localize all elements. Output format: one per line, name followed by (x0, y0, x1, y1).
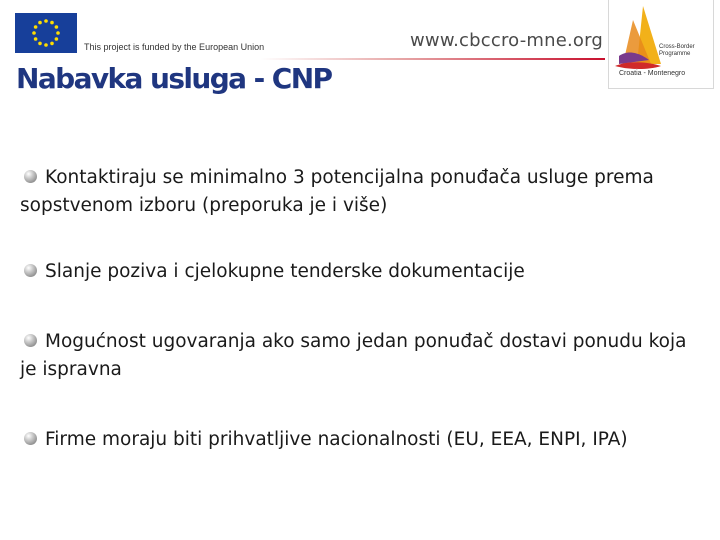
website-url: www.cbccro-mne.org (410, 30, 604, 51)
bullet-text: Mogućnost ugovaranja ako samo jedan ponuđač dostavi ponudu koja je ispravna (20, 331, 687, 380)
bullet-list (20, 164, 690, 454)
bullet-dot-icon (24, 334, 37, 347)
bullet-item (20, 328, 690, 384)
eu-flag-icon (15, 13, 77, 53)
bullet-dot-icon (24, 264, 37, 277)
eu-funding-caption: This project is funded by the European Union (84, 42, 265, 52)
bullet-item (20, 426, 690, 454)
bullet-text: Slanje poziva i cjelokupne tenderske dokumentacije (45, 261, 525, 282)
header-divider (260, 58, 605, 60)
bullet-item (20, 258, 690, 286)
bullet-text: Kontaktiraju se minimalno 3 potencijalna ponuđača usluge prema sopstvenom izboru (preporuka je i više) (20, 167, 654, 216)
bullet-text: Firme moraju biti prihvatljive nacionalnosti (EU, EEA, ENPI, IPA) (45, 429, 628, 450)
logo-text-programme: Programme (659, 51, 691, 57)
logo-text-cross-border: Cross-Border (659, 44, 695, 50)
bullet-dot-icon (24, 170, 37, 183)
bullet-dot-icon (24, 432, 37, 445)
programme-logo (608, 0, 714, 89)
page-title: Nabavka usluga - CNP (16, 62, 332, 95)
logo-text-countries: Croatia - Montenegro (619, 70, 686, 77)
bullet-item (20, 164, 690, 220)
